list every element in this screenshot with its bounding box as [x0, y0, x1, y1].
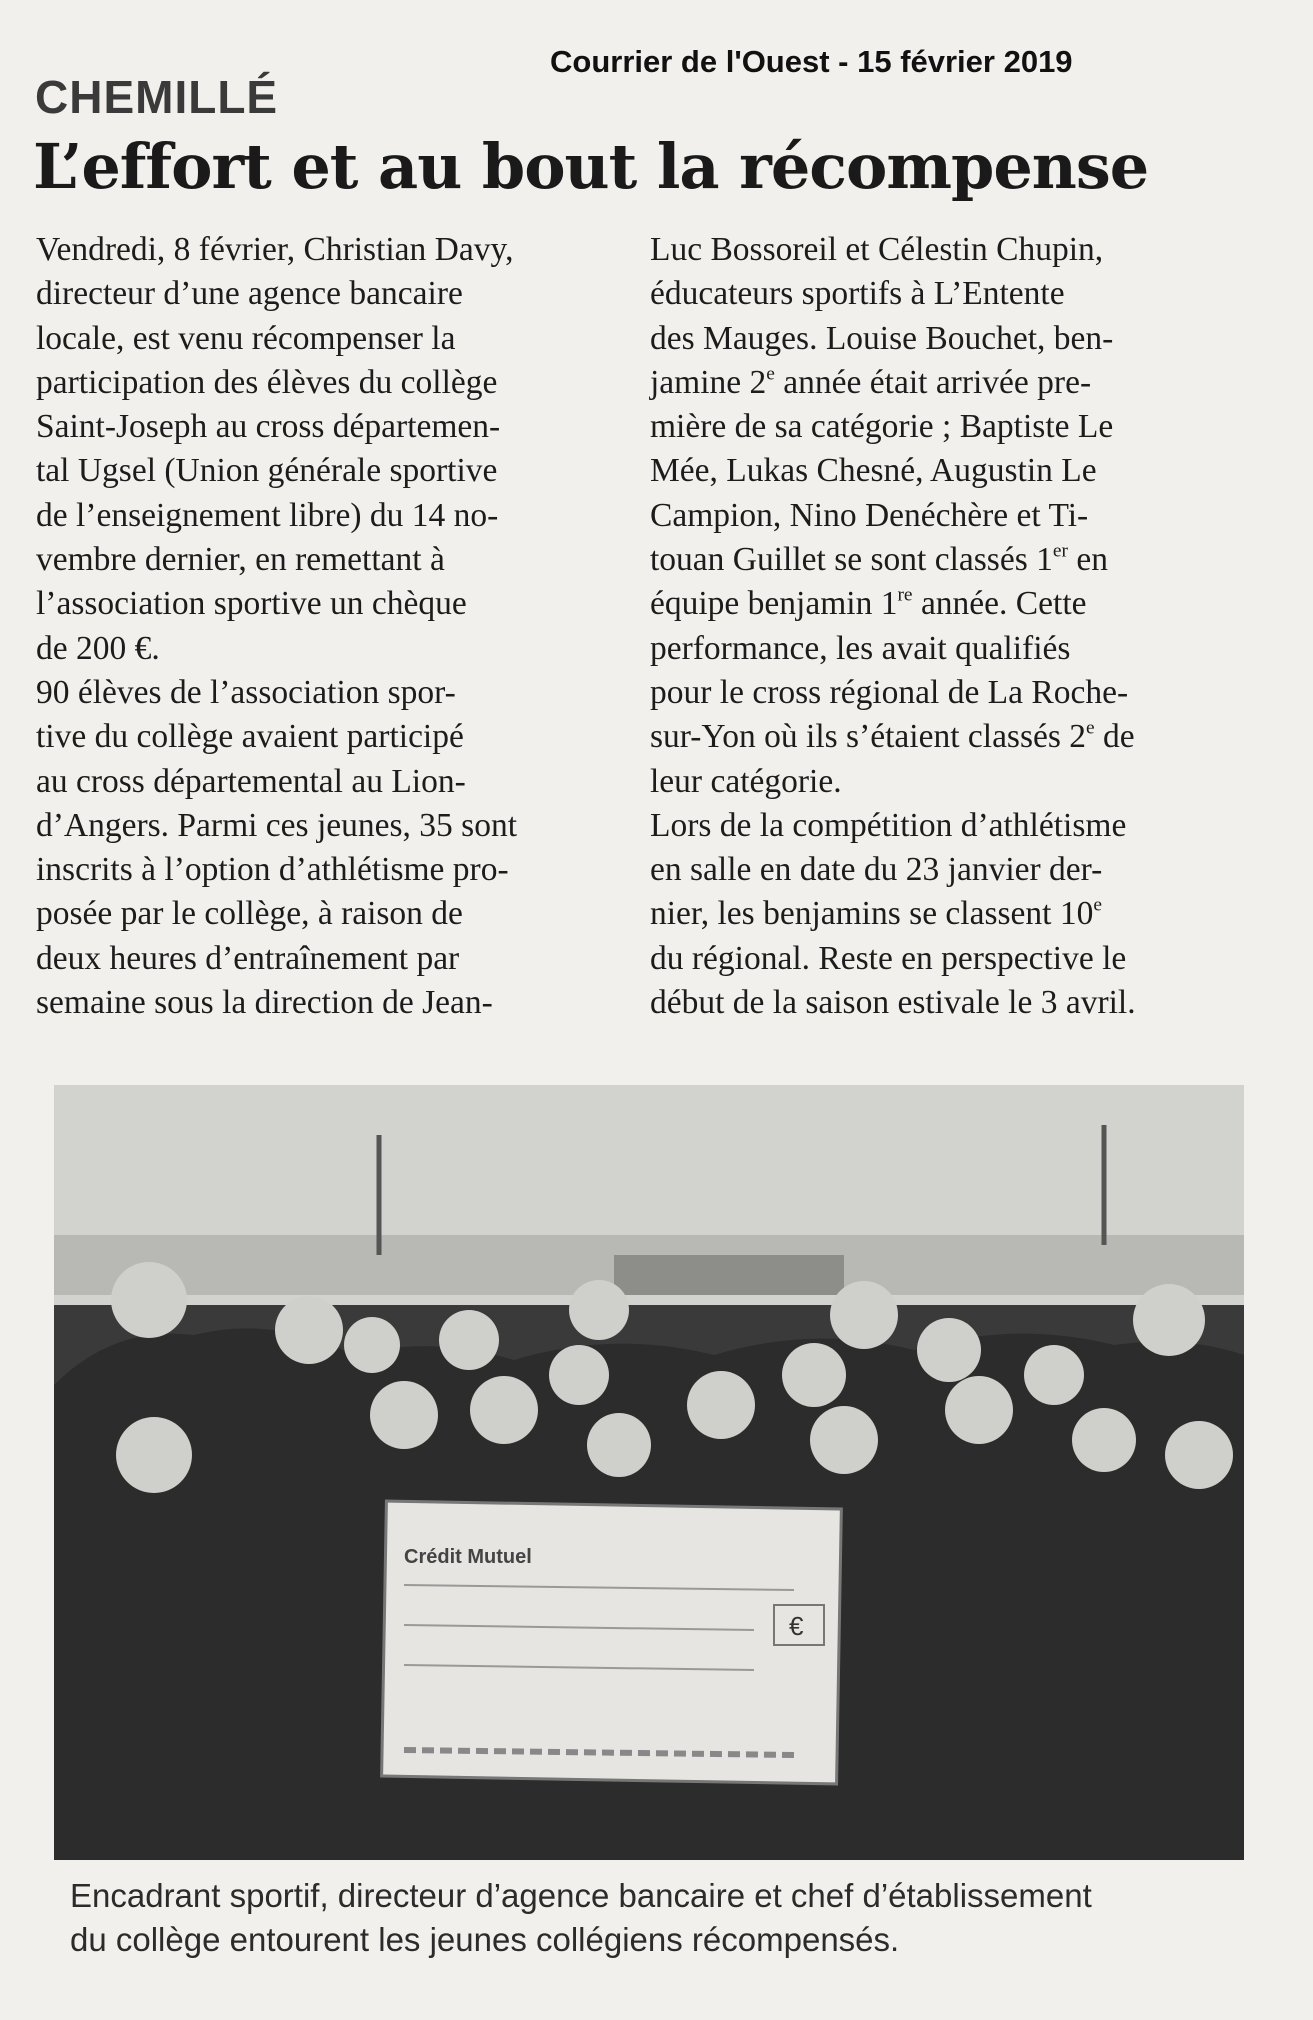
cheque-currency: €: [789, 1611, 804, 1641]
article-line: semaine sous la direction de Jean-: [36, 984, 493, 1022]
article-line: l’association sportive un chèque: [36, 585, 467, 623]
article-line: de 200 €.: [36, 629, 160, 667]
article-line: au cross départemental au Lion-: [36, 762, 466, 800]
face: [687, 1371, 755, 1439]
article-line: tal Ugsel (Union générale sportive: [36, 452, 498, 490]
ordinal-suffix: re: [897, 584, 913, 606]
article-line: [650, 892, 1230, 936]
article-line: en salle en date du 23 janvier der-: [650, 851, 1103, 889]
article-line: Luc Bossoreil et Célestin Chupin,: [650, 231, 1104, 268]
face: [275, 1296, 343, 1364]
face: [549, 1345, 609, 1405]
article-line: vembre dernier, en remettant à: [36, 541, 445, 579]
cheque-card: [382, 1501, 842, 1784]
face: [1024, 1345, 1084, 1405]
photo-illustration: [54, 1085, 1244, 1860]
text-run: touan Guillet se sont classés 1: [650, 541, 1053, 579]
group-photo: [54, 1085, 1244, 1860]
article-line: des Mauges. Louise Bouchet, ben-: [650, 319, 1114, 357]
face: [917, 1318, 981, 1382]
article-line: Saint-Joseph au cross départemen-: [36, 408, 501, 446]
text-run: jamine 2: [650, 363, 767, 401]
article-line: Vendredi, 8 février, Christian Davy,: [36, 231, 514, 268]
section-rubric: CHEMILLÉ: [35, 71, 279, 123]
face: [111, 1262, 187, 1338]
article-line: de l’enseignement libre) du 14 no-: [36, 496, 499, 534]
article-column-left: [36, 228, 616, 1025]
face: [1072, 1408, 1136, 1472]
text-run: de: [1094, 718, 1135, 756]
text-run: nier, les benjamins se classent 10: [650, 895, 1094, 933]
caption-line: Encadrant sportif, directeur d’agence bancaire et chef d’établissement: [70, 1877, 1092, 1914]
article-line: 90 élèves de l’association spor-: [36, 673, 456, 711]
face: [439, 1310, 499, 1370]
text-run: sur-Yon où ils s’étaient classés 2: [650, 718, 1087, 756]
text-run: année était arrivée pre-: [774, 363, 1092, 401]
face: [782, 1343, 846, 1407]
article-line: leur catégorie.: [650, 762, 842, 800]
face: [1165, 1421, 1233, 1489]
face: [830, 1281, 898, 1349]
cheque-bank-name: Crédit Mutuel: [404, 1546, 532, 1568]
ordinal-suffix: e: [1093, 894, 1102, 916]
ordinal-suffix: e: [1086, 717, 1095, 739]
article-line: directeur d’une agence bancaire: [36, 275, 463, 313]
face: [470, 1376, 538, 1444]
article-line: d’Angers. Parmi ces jeunes, 35 sont: [36, 806, 518, 844]
face: [370, 1381, 438, 1449]
article-line: participation des élèves du collège: [36, 363, 498, 401]
article-line: mière de sa catégorie ; Baptiste Le: [650, 408, 1114, 446]
article-line: éducateurs sportifs à L’Entente: [650, 275, 1065, 313]
building: [614, 1255, 844, 1295]
article-line: performance, les avait qualifiés: [650, 629, 1071, 667]
newspaper-source: Courrier de l'Ouest - 15 février 2019: [550, 44, 1073, 79]
ordinal-suffix: er: [1052, 540, 1068, 562]
article-line: [650, 361, 1230, 405]
face: [344, 1317, 400, 1373]
text-run: année. Cette: [912, 585, 1087, 623]
article-line: Lors de la compétition d’athlétisme: [650, 806, 1127, 844]
face: [569, 1280, 629, 1340]
face: [945, 1376, 1013, 1444]
text-run: équipe benjamin 1: [650, 585, 898, 623]
article-headline: L’effort et au bout la récompense: [33, 130, 1149, 203]
article-line: tive du collège avaient participé: [36, 718, 464, 756]
giant-cheque: [382, 1501, 842, 1784]
caption-line: du collège entourent les jeunes collégiens récompensés.: [70, 1921, 900, 1958]
article-line: début de la saison estivale le 3 avril.: [650, 984, 1136, 1022]
article-line: Campion, Nino Denéchère et Ti-: [650, 496, 1089, 534]
face: [1133, 1284, 1205, 1356]
article-line: posée par le collège, à raison de: [36, 895, 463, 933]
face: [810, 1406, 878, 1474]
article-line: locale, est venu récompenser la: [36, 319, 456, 357]
article-line: [650, 715, 1230, 759]
article-line: [650, 538, 1230, 582]
article-line: [650, 582, 1230, 626]
face: [116, 1417, 192, 1493]
ordinal-suffix: e: [766, 363, 775, 385]
article-line: Mée, Lukas Chesné, Augustin Le: [650, 452, 1097, 490]
article-line: pour le cross régional de La Roche-: [650, 673, 1129, 711]
article-line: du régional. Reste en perspective le: [650, 939, 1127, 977]
photo-caption: [70, 1874, 1092, 1962]
text-run: en: [1067, 541, 1108, 579]
article-line: inscrits à l’option d’athlétisme pro-: [36, 851, 509, 889]
face: [587, 1413, 651, 1477]
article-column-right: [650, 228, 1230, 1025]
article-line: deux heures d’entraînement par: [36, 939, 460, 977]
